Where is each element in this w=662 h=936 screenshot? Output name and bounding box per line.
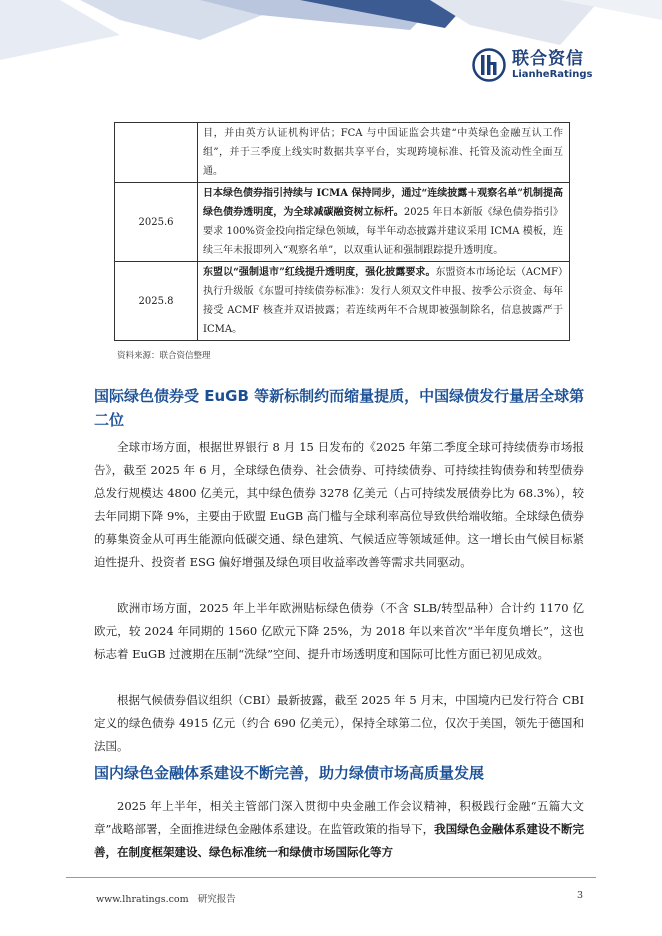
section-heading: 国内绿色金融体系建设不断完善，助力绿债市场高质量发展 bbox=[94, 764, 485, 782]
row-text: 目，并由英方认证机构评估；FCA 与中国证监会共建“中英绿色金融互认工作组”，并于三季度上线实时数据共享平台，实现跨境标准、托管及流动性全面互通。 bbox=[203, 128, 563, 177]
table-date-cell: 2025.8 bbox=[115, 262, 198, 341]
table-row bbox=[115, 123, 570, 183]
table-source: 资料来源：联合资信整理 bbox=[117, 351, 211, 361]
row-text: 东盟资本市场论坛（ACMF）执行升级版《东盟可持续债券标准》：发行人须双文件申报、按季公示资金、每年接受 ACMF 核查并双语披露；若连续两年不合规即被强制除名，信息披露严于 ICMA。 bbox=[203, 267, 563, 335]
table-desc-cell bbox=[198, 183, 570, 262]
footer-website: www.lhratings.com bbox=[96, 894, 189, 905]
table-row bbox=[115, 183, 570, 262]
table-date-cell: 2025.6 bbox=[115, 183, 198, 262]
footer-info bbox=[96, 891, 236, 905]
brand-logo-icon bbox=[472, 48, 506, 82]
table-date-cell bbox=[115, 123, 198, 183]
events-table bbox=[114, 122, 570, 341]
section-heading: 国际绿色债券受 EuGB 等新标制约而缩量提质，中国绿债发行量居全球第二位 bbox=[94, 387, 585, 429]
brand-logo bbox=[472, 48, 592, 82]
row-highlight: 东盟以“强制退市”红线提升透明度，强化披露要求。 bbox=[203, 267, 436, 278]
footer-label: 研究报告 bbox=[197, 894, 236, 905]
paragraph-text: 2025 年上半年，相关主管部门深入贯彻中央金融工作会议精神，积极践行金融“五篇大文章”战略部署，全面推进绿色金融体系建设。在监管政策的指导下， bbox=[94, 799, 584, 836]
brand-name-cn: 联合资信 bbox=[512, 49, 584, 69]
deco-shape-5 bbox=[430, 0, 600, 45]
table-desc-cell bbox=[198, 262, 570, 341]
paragraph: 全球市场方面，根据世界银行 8 月 15 日发布的《2025 年第二季度全球可持续债券市场报告》，截至 2025 年 6 月，全球绿色债券、社会债券、可持续债券、可持续挂钩债券和转型债券总发行规模达 4800 亿美元，其中绿色债券 3278 亿美元（占可持续发展债券比为 68.3%），较去年同期下降 9%，主要由于欧盟 EuGB 高门槛与全球利率高位导致供给端收缩。全球绿色债券的募集资金从可再生能源向低碳交通、绿色建筑、气候适应等领域延伸。这一增长由气候目标紧迫性提升、投资者 ESG 偏好增强及绿色项目收益率改善等需求共同驱动。 bbox=[94, 440, 584, 569]
paragraph: 欧洲市场方面，2025 年上半年欧洲贴标绿色债券（不含 SLB/转型品种）合计约 1170 亿欧元，较 2024 年同期的 1560 亿欧元下降 25%，为 2018 年以来首次“半年度负增长”，这也标志着 EuGB 过渡期在压制“洗绿”空间、提升市场透明度和国际可比性方面已初见成效。 bbox=[94, 601, 584, 661]
row-text: 2025 年日本新版《绿色债券指引》要求 100%资金投向指定绿色领域，每半年动态披露并建议采用 ICMA 模板，连续三年未报即列入“观察名单”，以双重认证和强制跟踪提升透明度。 bbox=[203, 207, 563, 256]
row-highlight: 日本绿色债券指引持续与 ICMA 保持同步，通过“连续披露＋观察名单”机制提高绿色债券透明度，为全球减碳融资树立标杆。 bbox=[203, 188, 563, 218]
page-number: 3 bbox=[577, 890, 584, 901]
paragraph bbox=[94, 795, 584, 864]
paragraph: 根据气候债券倡议组织（CBI）最新披露，截至 2025 年 5 月末，中国境内已发行符合 CBI 定义的绿色债券 4915 亿元（约合 690 亿美元），保持全球第二位，仅次于美国，领先于德国和法国。 bbox=[94, 693, 584, 753]
footer-divider bbox=[66, 877, 596, 878]
brand-name-en: LianheRatings bbox=[512, 69, 593, 80]
table-desc-cell bbox=[198, 123, 570, 183]
paragraph-bold-text: 我国绿色金融体系建设不断完善，在制度框架建设、绿色标准统一和绿债市场国际化等方 bbox=[94, 822, 584, 859]
table-row bbox=[115, 262, 570, 341]
